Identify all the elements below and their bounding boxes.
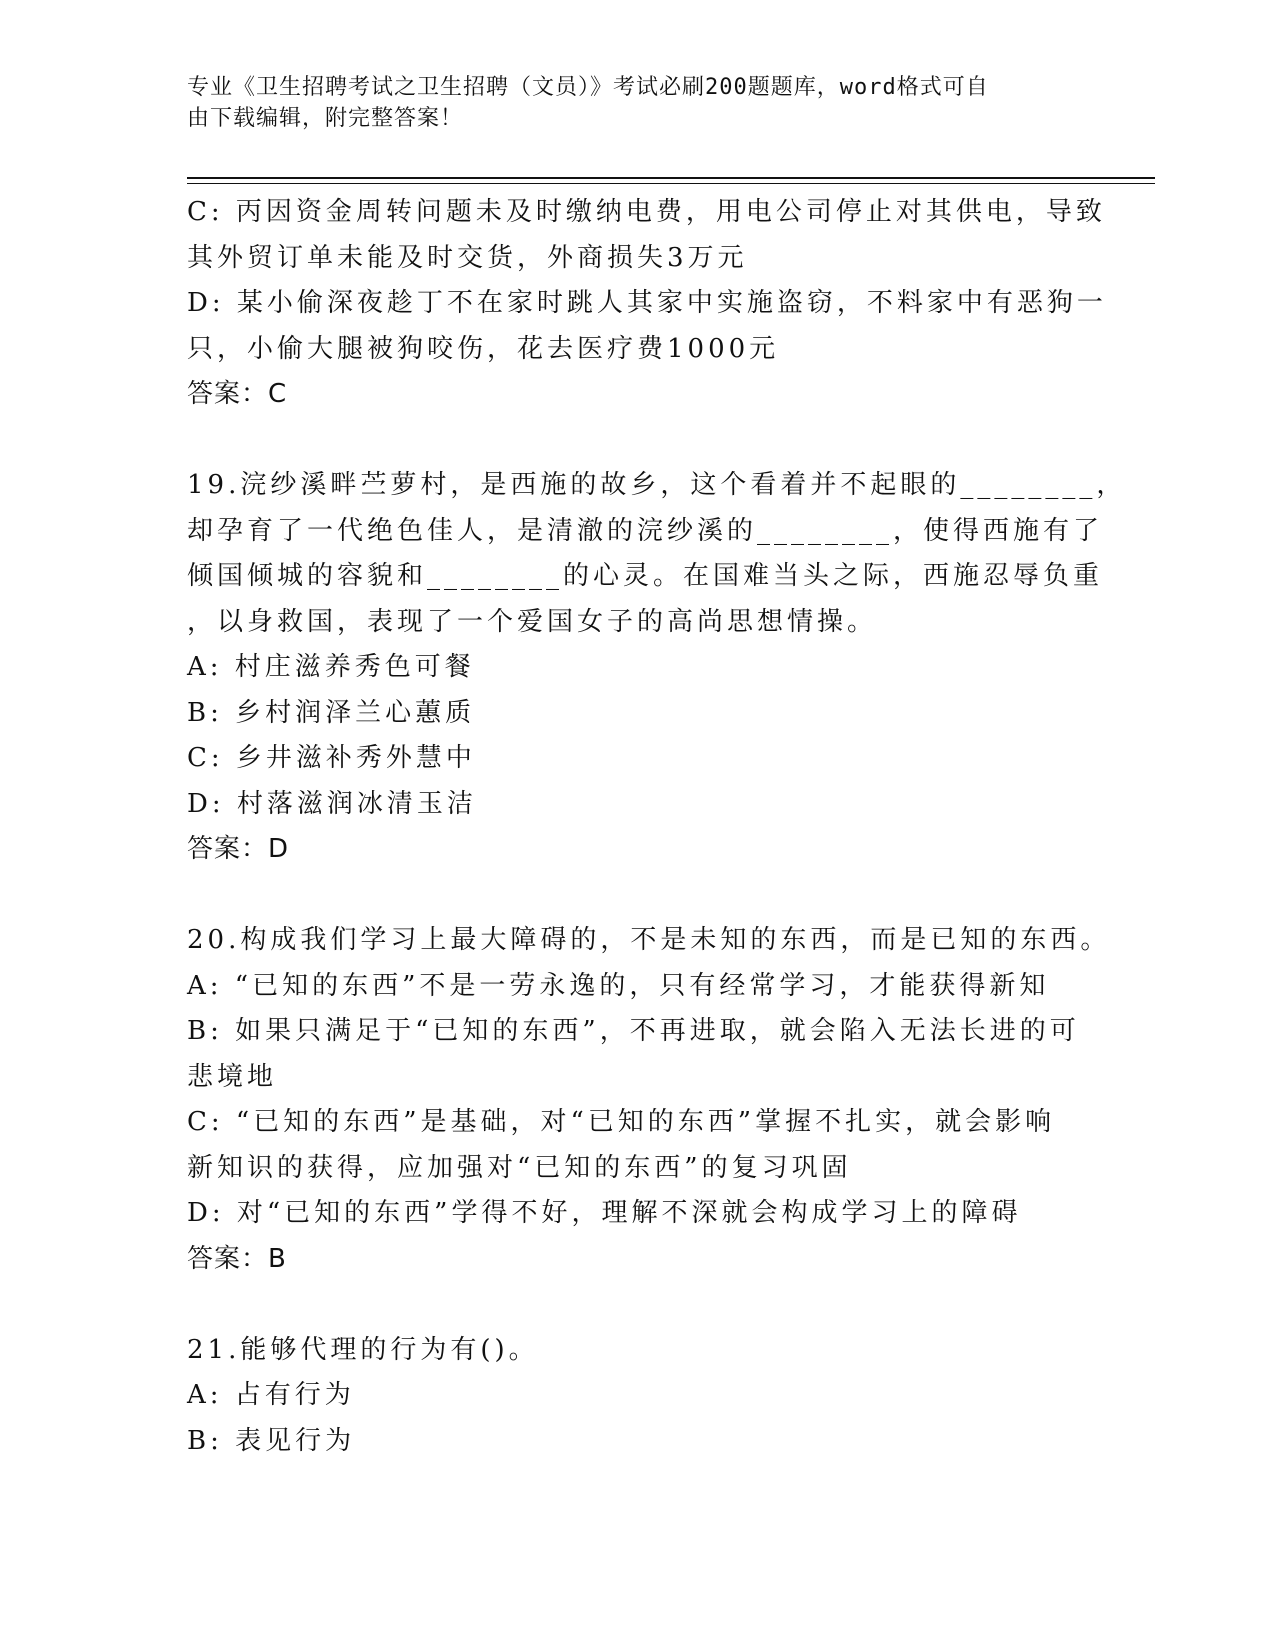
answer-line: 答案：C (187, 379, 288, 409)
option-b-line-2: 悲境地 (187, 1061, 278, 1092)
question-stem: 21.能够代理的行为有()。 (187, 1334, 539, 1365)
option-a: A: 村庄滋养秀色可餐 (187, 652, 475, 682)
question-stem: 20.构成我们学习上最大障碍的，不是未知的东西，而是已知的东西。 (187, 925, 1111, 955)
option-a: A: “已知的东西”不是一劳永逸的，只有经常学习，才能获得新知 (187, 970, 1050, 1001)
header-title-line-1: 专业《卫生招聘考试之卫生招聘（文员）》考试必刷200题题库，word格式可自 (187, 75, 989, 100)
header-title-line-2: 由下载编辑，附完整答案！ (187, 106, 464, 131)
option-c-line-1: C: 丙因资金周转问题未及时缴纳电费，用电公司停止对其供电，导致 (187, 197, 1106, 227)
question-stem-line-3: 倾国倾城的容貌和________的心灵。在国难当头之际，西施忍辱负重 (187, 561, 1104, 591)
question-20 (187, 918, 1111, 1282)
header-divider-thick (187, 177, 1155, 179)
option-d: D: 村落滋润冰清玉洁 (187, 788, 477, 819)
question-list (187, 190, 1127, 1464)
question-19 (187, 463, 1127, 873)
option-d-line-2: 只，小偷大腿被狗咬伤，花去医疗费1000元 (187, 333, 780, 364)
option-d-line-1: D: 某小偷深夜趁丁不在家时跳人其家中实施盗窃，不料家中有恶狗一 (187, 288, 1107, 318)
answer-line: 答案：B (187, 1243, 287, 1274)
header-divider-thin (187, 183, 1155, 184)
question-stem-line-1: 19.浣纱溪畔苎萝村，是西施的故乡，这个看着并不起眼的________， (187, 470, 1127, 500)
option-b-line-1: B: 如果只满足于“已知的东西”，不再进取，就会陷入无法长进的可 (187, 1016, 1080, 1046)
option-d: D: 对“已知的东西”学得不好，理解不深就会构成学习上的障碍 (187, 1198, 1022, 1228)
document-header (187, 72, 1067, 134)
option-b: B: 表见行为 (187, 1425, 356, 1456)
option-c-line-1: C: “已知的东西”是基础，对“已知的东西”掌握不扎实，就会影响 (187, 1107, 1056, 1137)
question-stem-line-2: 却孕育了一代绝色佳人，是清澈的浣纱溪的________，使得西施有了 (187, 515, 1104, 546)
option-b: B: 乡村润泽兰心蕙质 (187, 697, 476, 728)
question-stem-line-4: ，以身救国，表现了一个爱国女子的高尚思想情操。 (187, 606, 878, 637)
option-c: C: 乡井滋补秀外慧中 (187, 743, 476, 773)
question-18-continued (187, 190, 1107, 418)
spacer (187, 1282, 1087, 1328)
spacer (187, 418, 1087, 464)
spacer (187, 873, 1087, 919)
option-c-line-2: 新知识的获得，应加强对“已知的东西”的复习巩固 (187, 1152, 852, 1183)
question-21 (187, 1328, 1087, 1465)
answer-line: 答案：D (187, 834, 290, 864)
option-a: A: 占有行为 (187, 1380, 355, 1410)
option-c-line-2: 其外贸订单未能及时交货，外商损失3万元 (187, 242, 748, 273)
